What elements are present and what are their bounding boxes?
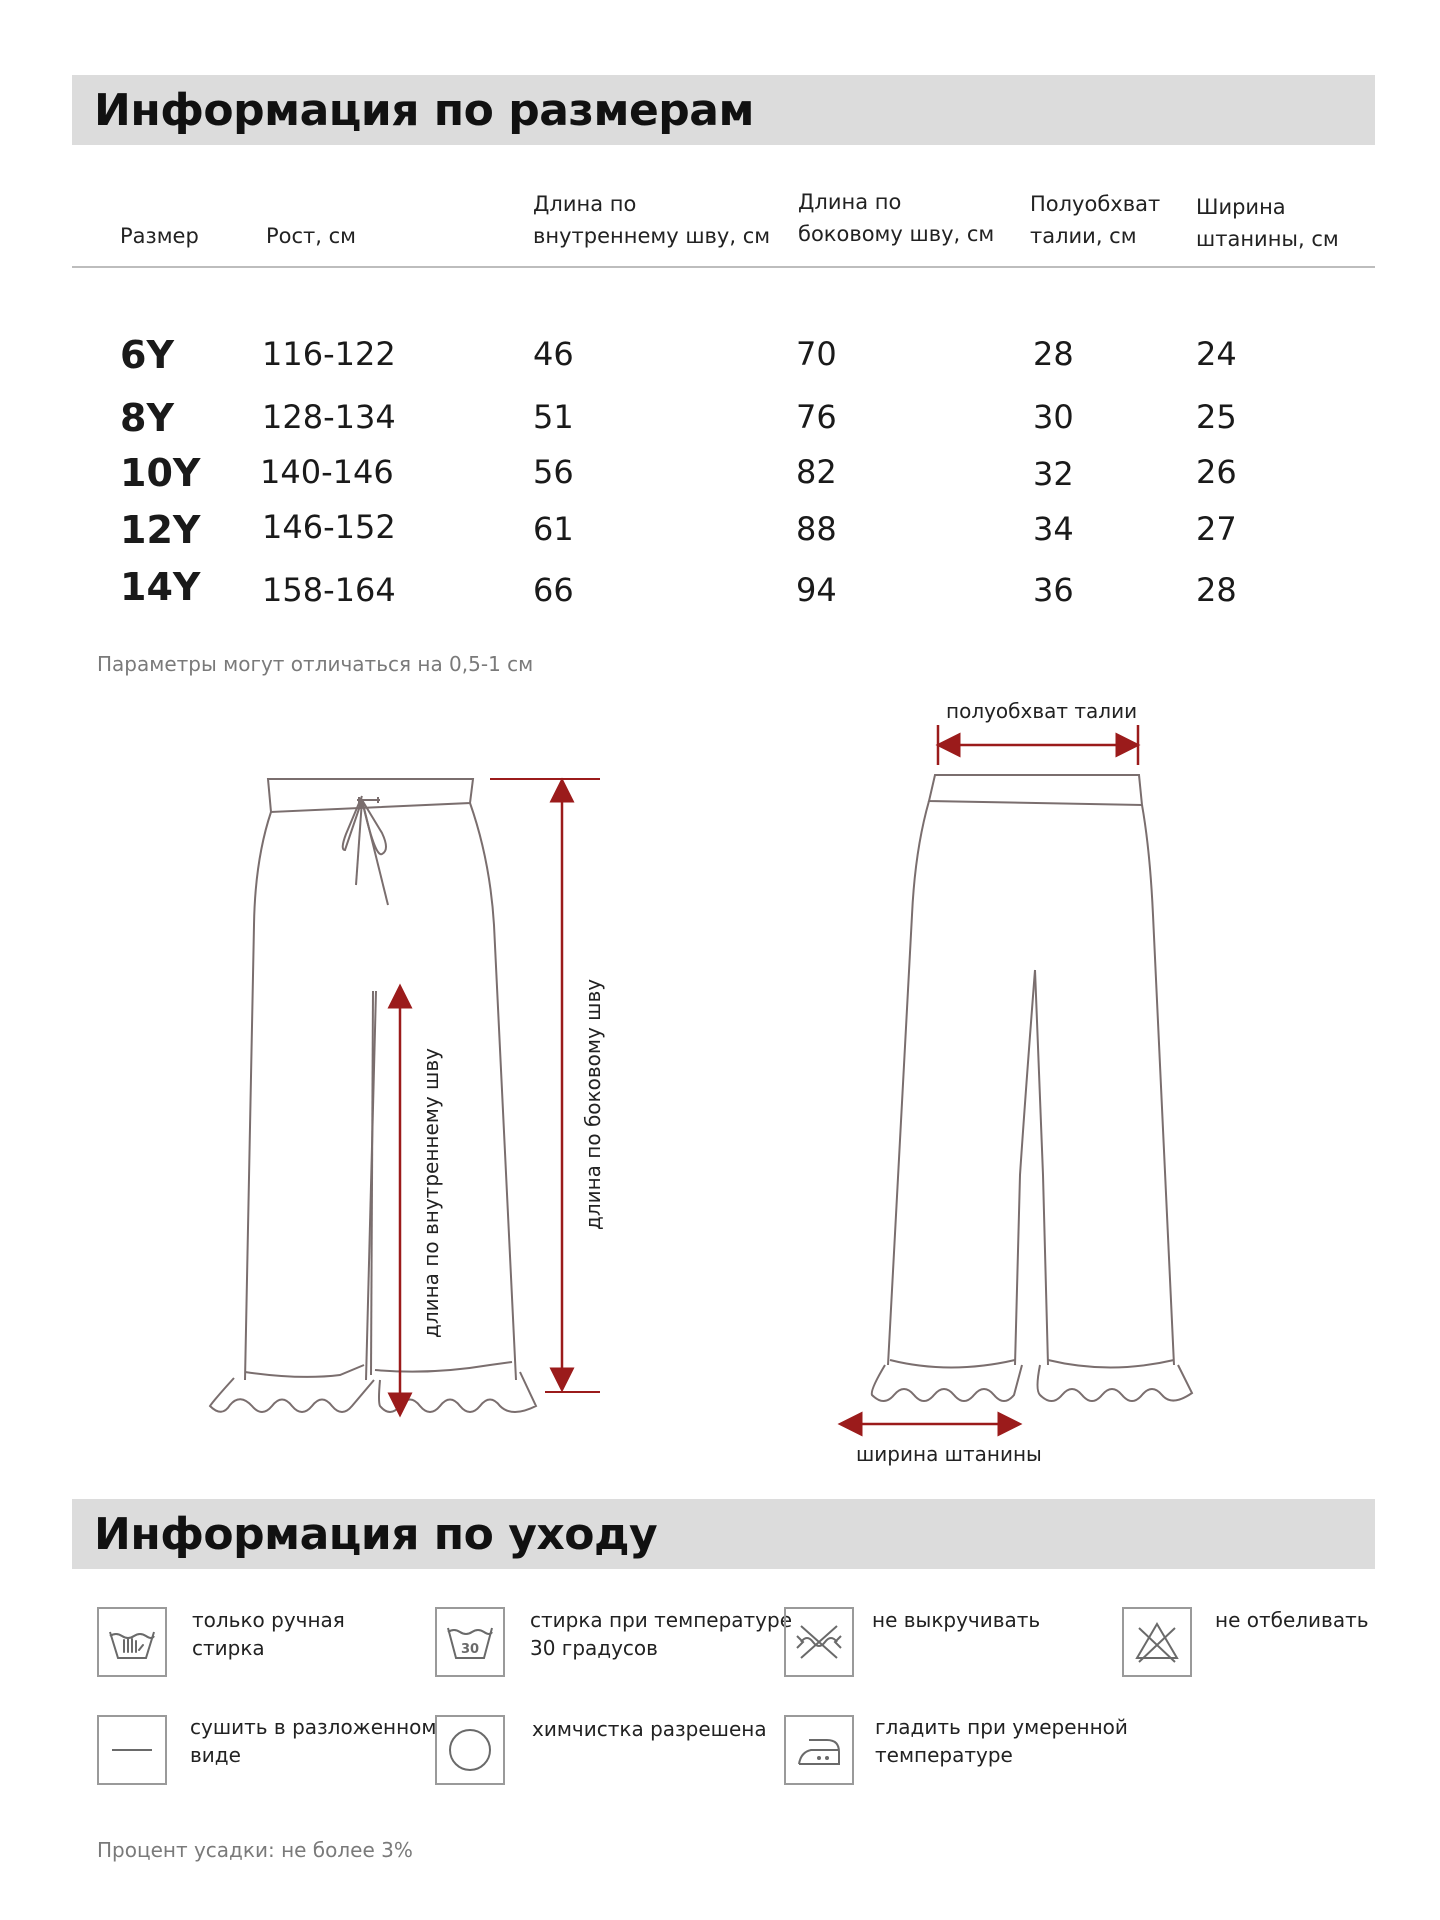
care-text-line2: стирка xyxy=(192,1636,265,1660)
front-view-pants xyxy=(210,779,536,1412)
outseam-label: длина по боковому шву xyxy=(581,978,605,1230)
row-waist: 34 xyxy=(1033,510,1074,548)
waist-label: полуобхват талии xyxy=(946,699,1138,723)
waist-arrow xyxy=(938,725,1138,765)
dry-clean-icon xyxy=(435,1715,505,1785)
iron-medium-icon xyxy=(784,1715,854,1785)
row-inseam: 61 xyxy=(533,510,574,548)
row-leg: 25 xyxy=(1196,398,1237,436)
row-size: 14Y xyxy=(120,565,201,609)
row-inseam: 56 xyxy=(533,453,574,491)
care-text-line1: не отбеливать xyxy=(1215,1608,1369,1632)
row-waist: 36 xyxy=(1033,571,1074,609)
care-text xyxy=(192,1606,442,1662)
header-leg-line1: Ширина xyxy=(1196,195,1286,219)
row-size: 10Y xyxy=(120,451,201,495)
row-height: 128-134 xyxy=(262,398,396,436)
row-outseam: 88 xyxy=(796,510,837,548)
row-leg: 24 xyxy=(1196,335,1237,373)
care-text xyxy=(190,1713,450,1769)
care-section-header xyxy=(72,1499,1375,1569)
row-outseam: 82 xyxy=(796,453,837,491)
care-text-line1: сушить в разложенном xyxy=(190,1715,437,1739)
row-outseam: 76 xyxy=(796,398,837,436)
header-inseam-line2: внутреннему шву, см xyxy=(533,224,771,248)
dry-flat-icon xyxy=(97,1715,167,1785)
row-outseam: 94 xyxy=(796,571,837,609)
header-outseam-line2: боковому шву, см xyxy=(798,222,995,246)
row-height: 146-152 xyxy=(262,508,396,546)
row-outseam: 70 xyxy=(796,335,837,373)
care-text xyxy=(872,1606,1122,1634)
care-text xyxy=(875,1713,1175,1769)
hand-wash-icon xyxy=(97,1607,167,1677)
inseam-label: длина по внутреннему шву xyxy=(419,1048,443,1338)
row-height: 158-164 xyxy=(262,571,396,609)
care-text-line2: температуре xyxy=(875,1743,1013,1767)
header-leg-line2: штанины, см xyxy=(1196,227,1339,251)
row-size: 8Y xyxy=(120,396,174,440)
care-text-line2: 30 градусов xyxy=(530,1636,658,1660)
shrinkage-note: Процент усадки: не более 3% xyxy=(97,1838,413,1862)
header-divider xyxy=(72,266,1375,268)
row-inseam: 46 xyxy=(533,335,574,373)
back-view-pants xyxy=(872,775,1192,1401)
care-section-title: Информация по уходу xyxy=(94,1509,658,1560)
care-text-line1: стирка при температуре xyxy=(530,1608,793,1632)
row-inseam: 66 xyxy=(533,571,574,609)
care-text-line1: только ручная xyxy=(192,1608,345,1632)
header-inseam-line1: Длина по xyxy=(533,192,637,216)
row-size: 12Y xyxy=(120,508,201,552)
wash-30-icon xyxy=(435,1607,505,1677)
row-waist: 32 xyxy=(1033,455,1074,493)
wash-temperature: 30 xyxy=(460,1642,480,1657)
row-waist: 30 xyxy=(1033,398,1074,436)
leg-width-label: ширина штанины xyxy=(856,1442,1042,1466)
size-section-header xyxy=(72,75,1375,145)
header-outseam-line1: Длина по xyxy=(798,190,902,214)
row-height: 116-122 xyxy=(262,335,396,373)
row-leg: 27 xyxy=(1196,510,1237,548)
row-leg: 26 xyxy=(1196,453,1237,491)
care-text-line1: не выкручивать xyxy=(872,1608,1041,1632)
care-text-line1: химчистка разрешена xyxy=(532,1717,767,1741)
row-size: 6Y xyxy=(120,333,174,377)
row-leg: 28 xyxy=(1196,571,1237,609)
care-text xyxy=(532,1715,782,1743)
header-height: Рост, см xyxy=(266,224,357,248)
row-waist: 28 xyxy=(1033,335,1074,373)
pants-measurement-diagram xyxy=(0,680,1440,1480)
care-text-line2: виде xyxy=(190,1743,241,1767)
care-text xyxy=(1215,1606,1385,1634)
care-text-line1: гладить при умеренной xyxy=(875,1715,1128,1739)
no-bleach-icon xyxy=(1122,1607,1192,1677)
row-height: 140-146 xyxy=(260,453,394,491)
header-waist-line2: талии, см xyxy=(1030,224,1137,248)
header-waist-line1: Полуобхват xyxy=(1030,192,1161,216)
no-wring-icon xyxy=(784,1607,854,1677)
size-section-title: Информация по размерам xyxy=(94,85,754,136)
row-inseam: 51 xyxy=(533,398,574,436)
size-note: Параметры могут отличаться на 0,5-1 см xyxy=(97,652,534,676)
header-size: Размер xyxy=(120,224,199,248)
